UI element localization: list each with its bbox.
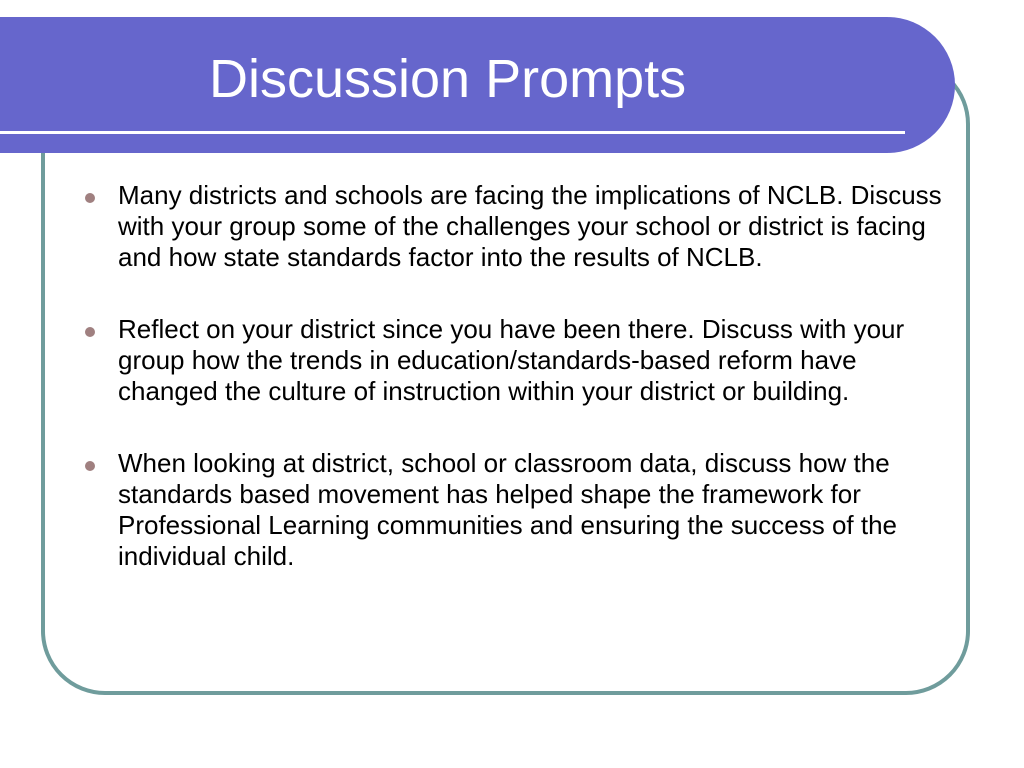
- title-underline: [0, 131, 905, 134]
- bullet-item: [85, 314, 945, 407]
- bullet-marker-icon: [85, 461, 95, 471]
- bullet-item: [85, 180, 945, 273]
- bullet-marker-icon: [85, 193, 95, 203]
- bullet-item: [85, 448, 945, 572]
- bullet-list: [85, 180, 945, 613]
- bullet-marker-icon: [85, 327, 95, 337]
- bullet-text: Many districts and schools are facing the implications of NCLB. Discuss with your group some of the challenges your school or district is facing and how state standards factor into the results of NCLB.: [118, 180, 942, 272]
- slide-title: Discussion Prompts: [209, 49, 687, 109]
- bullet-text: When looking at district, school or classroom data, discuss how the standards based movement has helped shape the framework for Professional Learning communities and ensuring the success of the individual child.: [118, 448, 897, 571]
- bullet-text: Reflect on your district since you have been there. Discuss with your group how the trends in education/standards-based reform have changed the culture of instruction within your district or building.: [118, 314, 905, 406]
